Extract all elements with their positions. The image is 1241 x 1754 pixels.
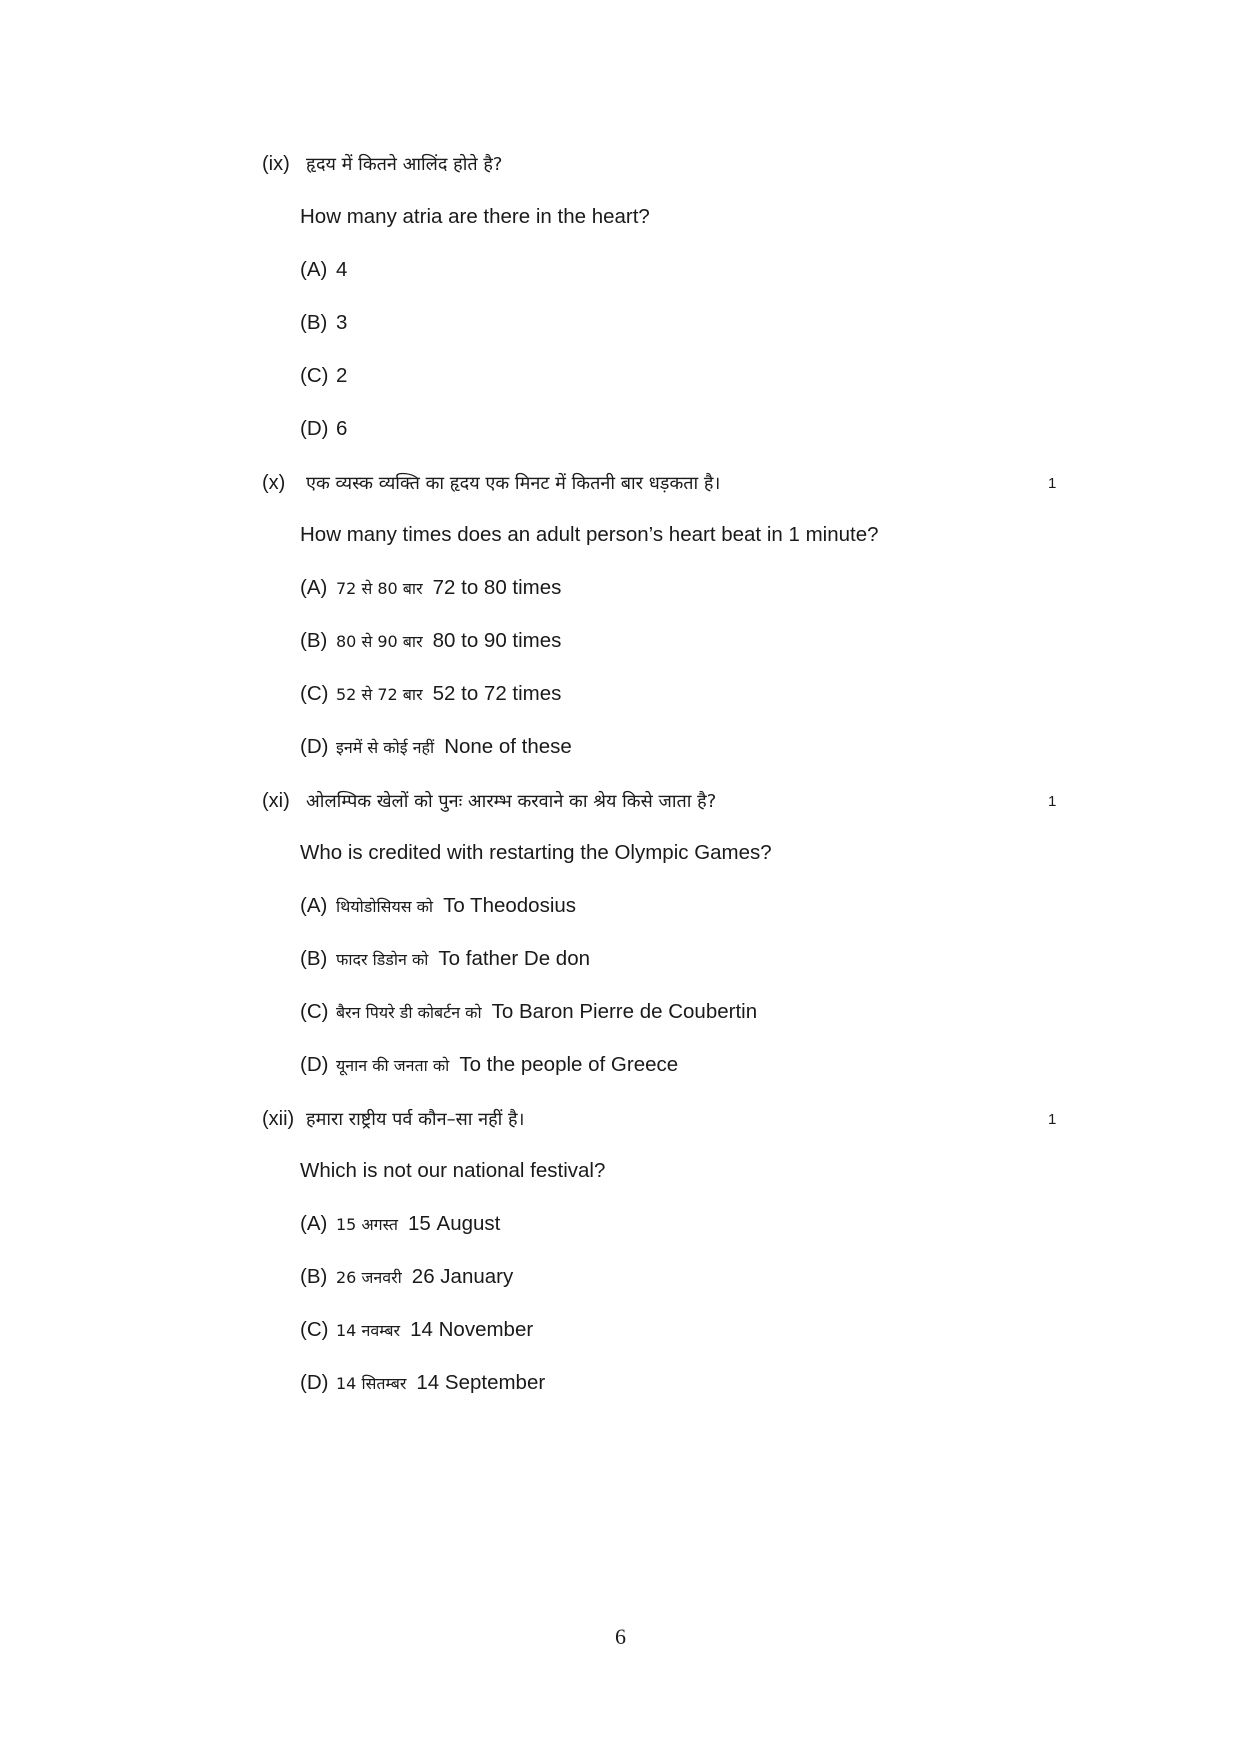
question-number: (ix) bbox=[262, 153, 290, 175]
question-hindi-text: हमारा राष्ट्रीय पर्व कौन–सा नहीं है। bbox=[306, 1109, 525, 1130]
option-b: (B) 3 bbox=[300, 311, 348, 334]
option-d: (D) 6 bbox=[300, 417, 348, 440]
option-a: (A) 15 अगस्त 15 August bbox=[300, 1212, 501, 1235]
question-number: (x) bbox=[262, 472, 286, 494]
option-c: (C) बैरन पियरे डी कोबर्टन को To Baron Pierre de Coubertin bbox=[300, 1000, 758, 1023]
question-hindi-text: ओलम्पिक खेलों को पुनः आरम्भ करवाने का श्रेय किसे जाता है? bbox=[306, 791, 717, 812]
option-c: (C) 14 नवम्बर 14 November bbox=[300, 1318, 534, 1341]
option-b: (B) फादर डिडोन को To father De don bbox=[300, 947, 590, 970]
question-ix-english: How many atria are there in the heart? bbox=[300, 205, 650, 228]
option-a: (A) थियोडोसियस को To Theodosius bbox=[300, 894, 577, 917]
question-hindi-text: एक व्यस्क व्यक्ति का हृदय एक मिनट में कितनी बार धड़कता है। bbox=[306, 473, 721, 494]
question-xii-hindi bbox=[262, 1106, 524, 1133]
page-number: 6 bbox=[615, 1624, 626, 1649]
question-number: (xi) bbox=[262, 790, 290, 812]
option-d: (D) इनमें से कोई नहीं None of these bbox=[300, 735, 572, 758]
option-b: (B) 80 से 90 बार 80 to 90 times bbox=[300, 629, 562, 652]
option-c: (C) 2 bbox=[300, 364, 348, 387]
option-b: (B) 26 जनवरी 26 January bbox=[300, 1265, 514, 1288]
question-number: (xii) bbox=[262, 1108, 295, 1130]
question-marks: 1 bbox=[1048, 1111, 1057, 1128]
question-marks: 1 bbox=[1048, 475, 1057, 492]
option-a: (A) 4 bbox=[300, 258, 348, 281]
question-ix-hindi bbox=[262, 151, 502, 178]
question-xii-english: Which is not our national festival? bbox=[300, 1159, 606, 1182]
option-a: (A) 72 से 80 बार 72 to 80 times bbox=[300, 576, 562, 599]
option-d: (D) 14 सितम्बर 14 September bbox=[300, 1371, 546, 1394]
question-xi-english: Who is credited with restarting the Olympic Games? bbox=[300, 841, 772, 864]
option-c: (C) 52 से 72 बार 52 to 72 times bbox=[300, 682, 562, 705]
question-xi-hindi bbox=[262, 788, 716, 815]
question-x-hindi bbox=[262, 470, 720, 497]
question-marks: 1 bbox=[1048, 793, 1057, 810]
option-d: (D) यूनान की जनता को To the people of Greece bbox=[300, 1053, 679, 1076]
question-x-english: How many times does an adult person’s heart beat in 1 minute? bbox=[300, 523, 879, 546]
question-hindi-text: हृदय में कितने आलिंद होते है? bbox=[306, 154, 503, 175]
